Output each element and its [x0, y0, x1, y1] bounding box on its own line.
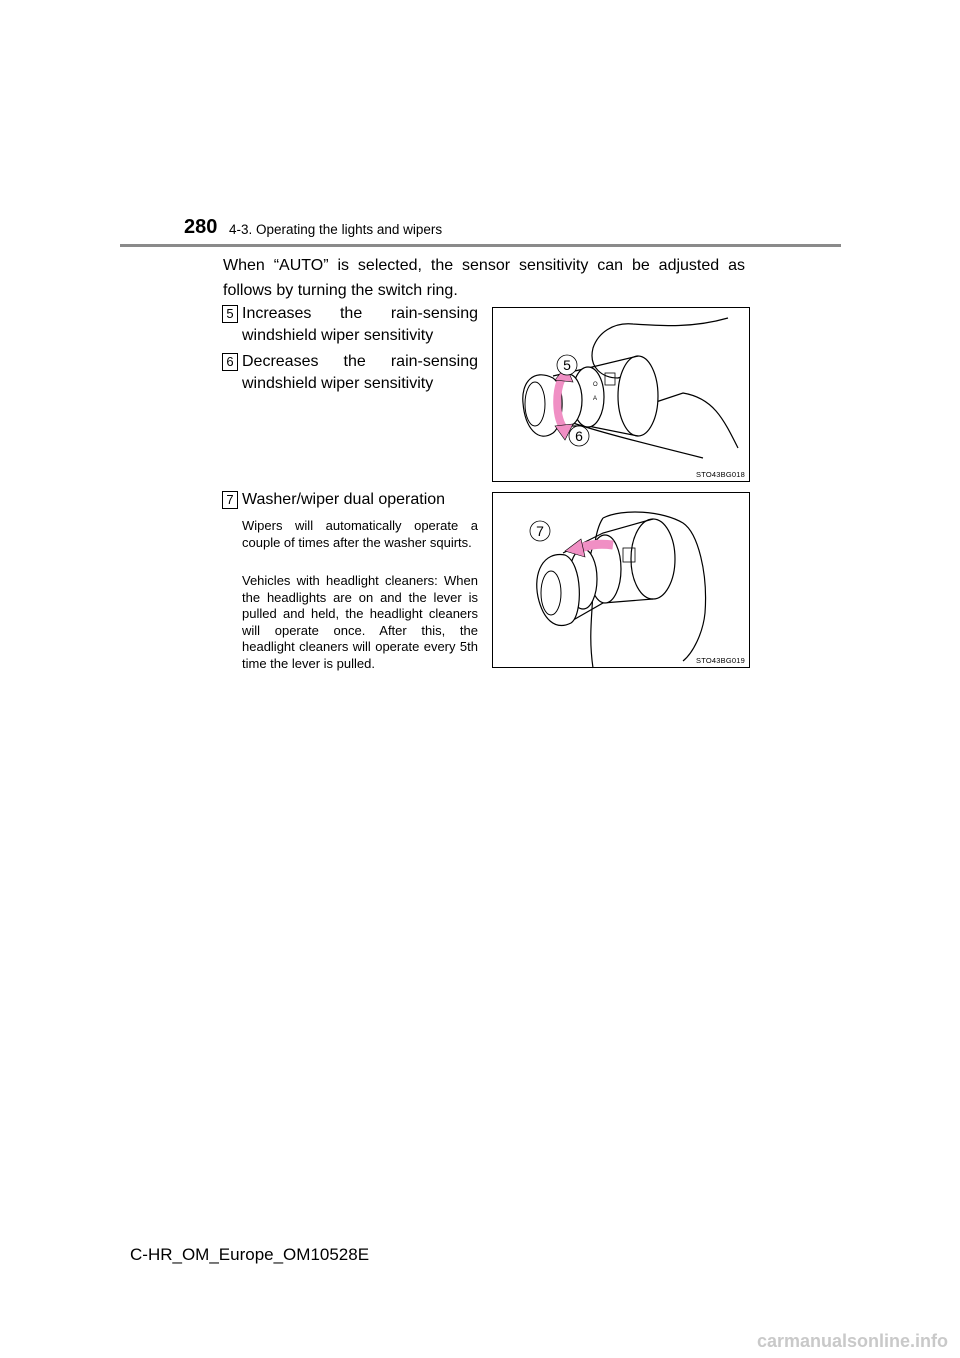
note-headlight-cleaners: Vehicles with headlight cleaners: When the headlights are on and the lever is pulled and held, the headlight cleaners will operate once. After this, the headlight cleaners will operate every 5th time the lever is pulled. [242, 573, 478, 671]
figure-callout-5: 5 [563, 357, 571, 373]
item-dual-operation: Washer/wiper dual operation [242, 491, 446, 508]
figure-callout-6: 6 [575, 428, 583, 444]
header-divider [120, 244, 841, 247]
svg-text:O: O [593, 382, 598, 388]
intro-paragraph: When “AUTO” is selected, the sensor sensitivity can be adjusted as follows by turning the switch ring. [223, 257, 745, 299]
item-decrease-sensitivity: Decreases the rain-sensing windshield wiper sensitivity [242, 353, 478, 392]
figure-switch-ring [492, 307, 750, 482]
figure-code-2: STO43BG019 [696, 656, 745, 665]
page-number: 280 [184, 216, 218, 238]
footer-document-id: C-HR_OM_Europe_OM10528E [130, 1245, 370, 1264]
callout-badge-5: 5 [222, 305, 238, 323]
callout-badge-6: 6 [222, 353, 238, 371]
figure-callout-7: 7 [536, 523, 544, 539]
figure-dual-operation [492, 492, 750, 668]
lever-illustration-1 [493, 308, 751, 483]
item-increase-sensitivity: Increases the rain-sensing windshield wiper sensitivity [242, 305, 478, 344]
callout-badge-7: 7 [222, 491, 238, 509]
svg-text:A: A [593, 396, 598, 402]
note-washer-squirts: Wipers will automatically operate a couple of times after the washer squirts. [242, 518, 478, 550]
watermark: carmanualsonline.info [756, 1331, 948, 1351]
section-title: 4-3. Operating the lights and wipers [229, 222, 443, 237]
figure-code-1: STO43BG018 [696, 470, 745, 479]
lever-illustration-2 [493, 493, 751, 669]
